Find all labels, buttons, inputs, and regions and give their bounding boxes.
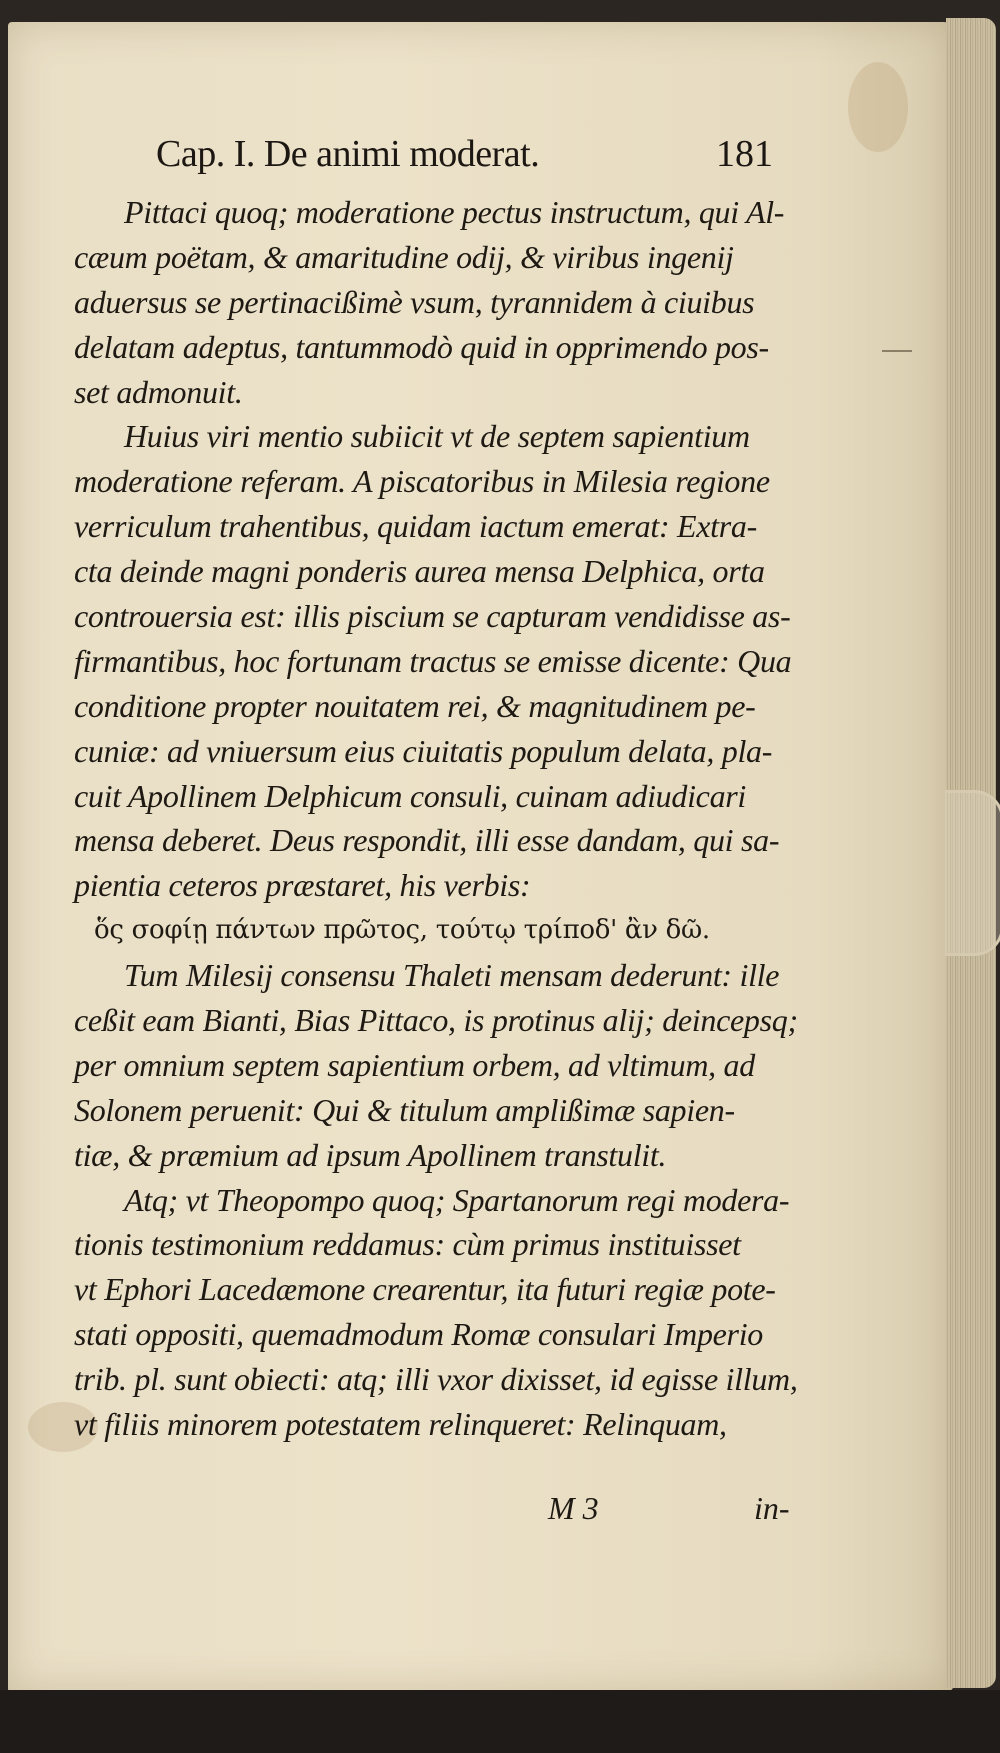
text-block [74, 190, 844, 1447]
text-line: Atq; vt Theopompo quoq; Spartanorum regi modera- [124, 1181, 790, 1218]
page-tab-mark [945, 790, 1000, 956]
text-line: pientia ceteros præstaret, his verbis: [74, 867, 531, 904]
text-line: stati oppositi, quemadmodum Romæ consulari Imperio [74, 1316, 763, 1353]
text-line: Tum Milesij consensu Thaleti mensam dederunt: ille [124, 957, 780, 994]
text-line: vt filiis minorem potestatem relinqueret: Relinquam, [74, 1406, 727, 1443]
text-line: delatam adeptus, tantummodò quid in opprimendo pos- [74, 328, 769, 365]
signature-mark: M 3 [548, 1490, 599, 1526]
text-line: vt Ephori Lacedæmone crearentur, ita futuri regiæ pote- [74, 1271, 776, 1308]
text-line: aduersus se pertinacißimè vsum, tyrannidem à ciuibus [74, 283, 755, 320]
text-line: mensa deberet. Deus respondit, illi esse dandam, qui sa- [74, 822, 780, 859]
text-line: set admonuit. [74, 373, 243, 410]
text-line: moderatione referam. A piscatoribus in Milesia regione [74, 463, 770, 500]
text-line: trib. pl. sunt obiecti: atq; illi vxor dixisset, id egisse illum, [74, 1361, 798, 1398]
text-line: verriculum trahentibus, quidam iactum emerat: Extra- [74, 508, 757, 545]
page-number: 181 [716, 133, 773, 175]
text-line: per omnium septem sapientium orbem, ad vltimum, ad [74, 1046, 755, 1083]
text-line: cuit Apollinem Delphicum consuli, cuinam adiudicari [74, 777, 747, 814]
text-line: tiæ, & præmium ad ipsum Apollinem transtulit. [74, 1136, 667, 1173]
catchword: in- [754, 1490, 790, 1526]
text-line: cta deinde magni ponderis aurea mensa Delphica, orta [74, 553, 765, 590]
text-line: ceßit eam Bianti, Bias Pittaco, is protinus alij; deincepsq; [74, 1002, 798, 1039]
text-line: firmantibus, hoc fortunam tractus se emisse dicente: Qua [74, 642, 792, 679]
greek-verse: ὅς σοφίῃ πάντων πρῶτος, τούτῳ τρίποδ' ἂν δῶ. [94, 915, 710, 946]
scan-bottom-edge [0, 1690, 1000, 1753]
text-line: cuniæ: ad vniuersum eius ciuitatis populum delata, pla- [74, 732, 773, 769]
page-header [156, 132, 806, 182]
text-line: cæum poëtam, & amaritudine odij, & viribus ingenij [74, 238, 734, 275]
paper-stain [848, 62, 908, 152]
margin-mark [882, 350, 912, 352]
text-line: tionis testimonium reddamus: cùm primus instituisset [74, 1226, 741, 1263]
running-title: Cap. I. De animi moderat. [156, 133, 540, 175]
text-line: Pittaci quoq; moderatione pectus instructum, qui Al- [124, 194, 785, 230]
book-page [8, 22, 954, 1692]
text-line: Solonem peruenit: Qui & titulum amplißimæ sapien- [74, 1091, 735, 1128]
text-line: controuersia est: illis piscium se capturam vendidisse as- [74, 598, 791, 635]
text-line: Huius viri mentio subiicit vt de septem sapientium [124, 418, 750, 455]
text-line: conditione propter nouitatem rei, & magnitudinem pe- [74, 687, 756, 724]
